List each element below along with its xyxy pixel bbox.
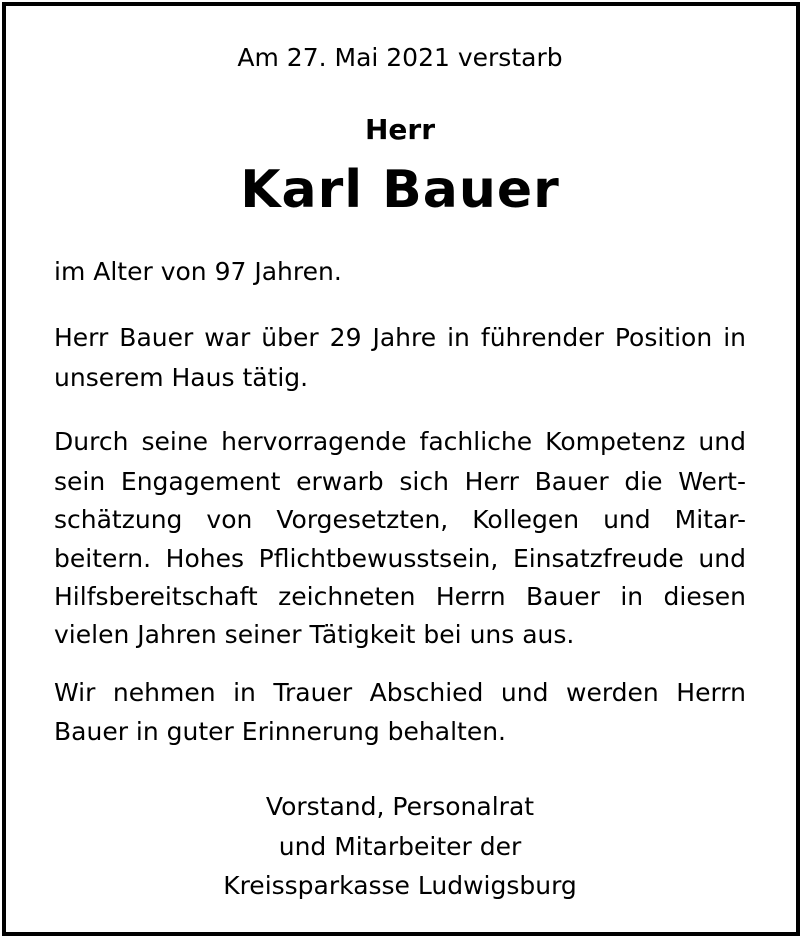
paragraph-3-line: Bauer in guter Erinnerung behalten.	[54, 717, 506, 746]
paragraph-2-line: vielen Jahren seiner Tätigkeit bei uns aus.	[54, 620, 575, 649]
paragraph-2-line: schätzung von Vorgesetzten, Kollegen und Mitar-	[54, 505, 746, 534]
signature-line: und Mitarbeiter der	[278, 832, 522, 861]
salutation: Herr	[364, 113, 436, 146]
paragraph-1-line: Herr Bauer war über 29 Jahre in führender Position in	[54, 323, 746, 352]
signature-line: Kreissparkasse Ludwigsburg	[223, 871, 577, 900]
signature-line: Vorstand, Personalrat	[265, 792, 535, 821]
paragraph-1-line: unserem Haus tätig.	[54, 363, 309, 392]
deceased-name: Karl Bauer	[240, 160, 560, 220]
paragraph-2-line: sein Engagement erwarb sich Herr Bauer die Wert-	[54, 467, 746, 496]
paragraph-3-line: Wir nehmen in Trauer Abschied und werden Herrn	[54, 678, 746, 707]
paragraph-2-line: Durch seine hervorragende fachliche Kompetenz und	[54, 427, 746, 456]
date-line: Am 27. Mai 2021 verstarb	[237, 43, 563, 72]
age-line: im Alter von 97 Jahren.	[54, 257, 342, 286]
paragraph-2-line: beitern. Hohes Pflichtbewusstsein, Einsatzfreude und	[54, 544, 746, 573]
paragraph-2-line: Hilfsbereitschaft zeichneten Herrn Bauer in diesen	[54, 582, 746, 611]
